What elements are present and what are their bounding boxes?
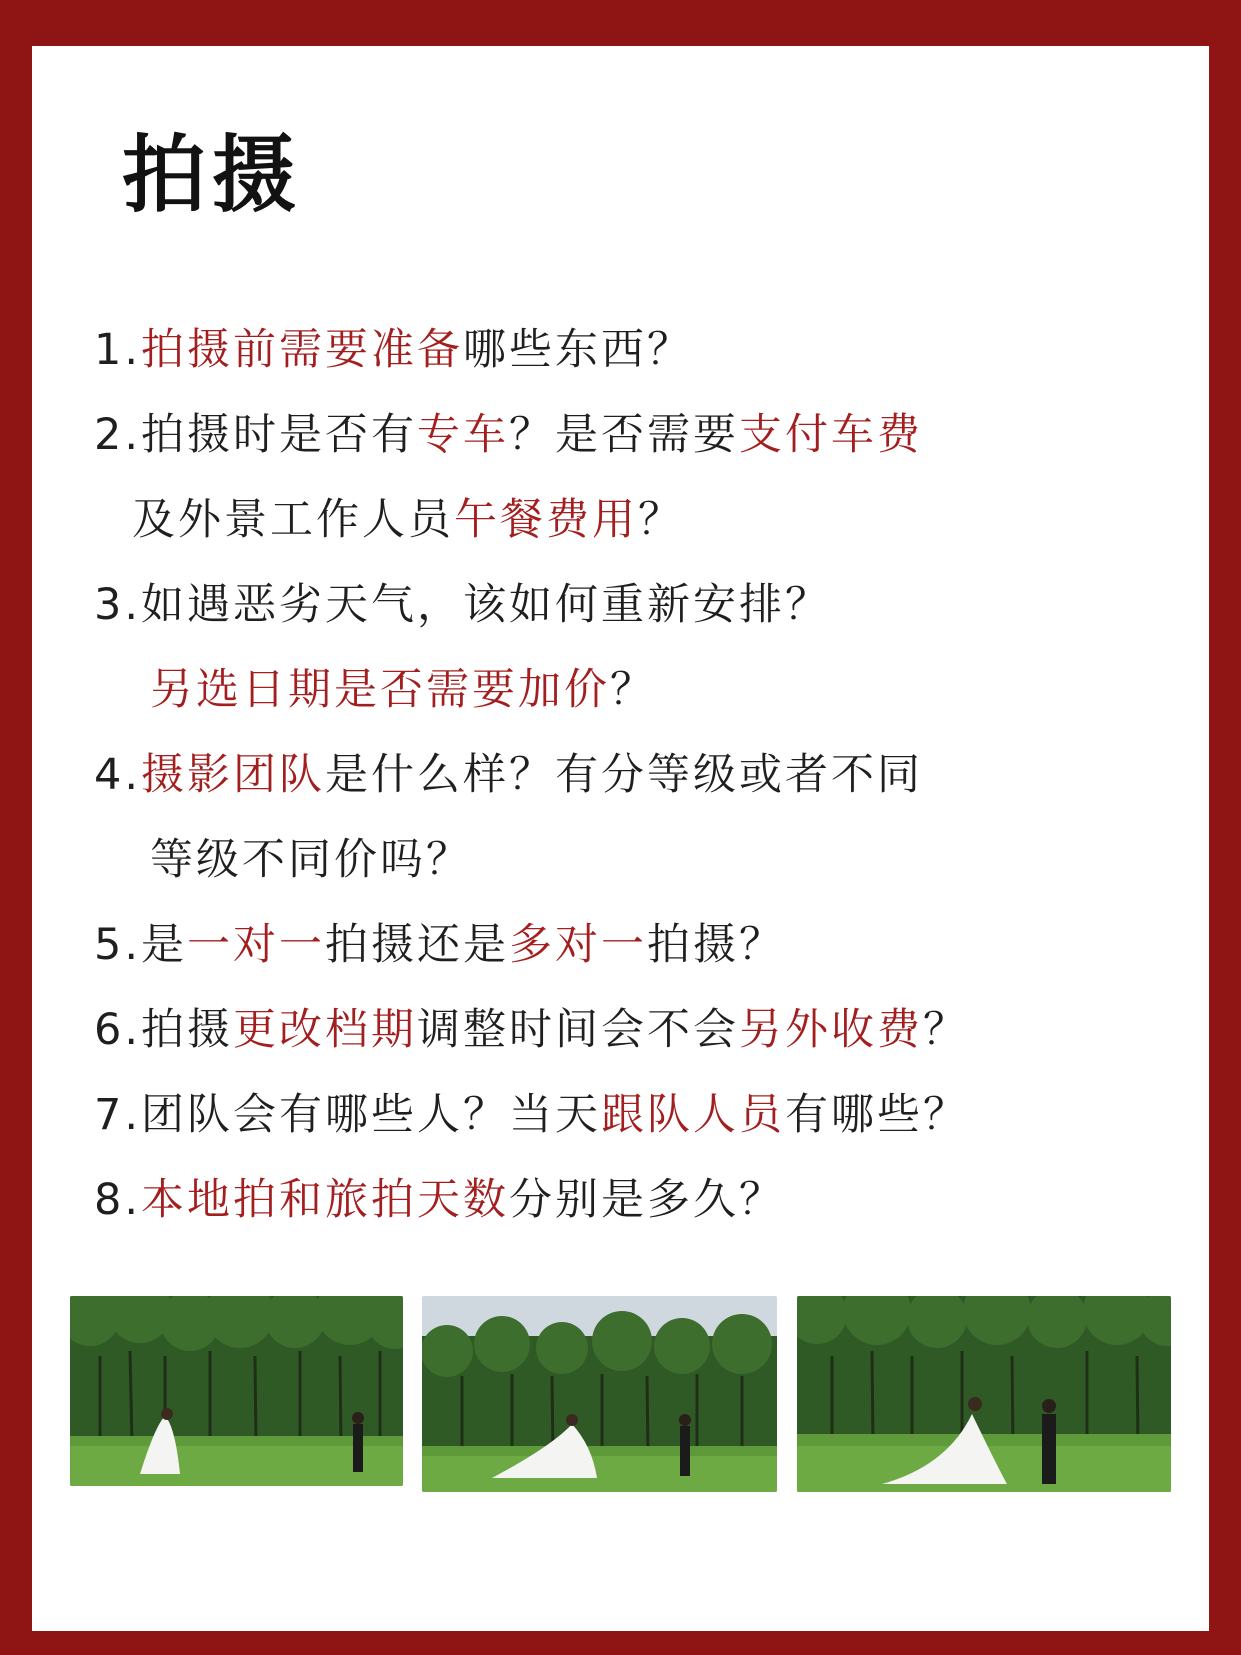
question-line-4 <box>94 741 923 802</box>
question-text: 8. <box>94 1175 142 1225</box>
highlight-text: 多对一 <box>509 920 648 970</box>
question-text: 4. <box>94 750 142 800</box>
question-line-7 <box>94 1081 969 1142</box>
page-title: 拍摄 <box>122 126 303 224</box>
question-text: 哪些东西？ <box>463 325 694 375</box>
question-line-6 <box>94 996 969 1057</box>
wedding-photo-2 <box>422 1296 777 1492</box>
question-text: 有哪些？ <box>785 1090 970 1140</box>
question-text: ？ <box>638 495 684 545</box>
question-text: 等级不同价吗？ <box>150 835 472 885</box>
question-line-2-cont <box>132 486 684 547</box>
question-line-8 <box>94 1166 785 1227</box>
question-text: 7.团队会有哪些人？当天 <box>94 1090 602 1140</box>
question-text: 拍摄？ <box>647 920 786 970</box>
highlight-text: 更改档期 <box>233 1005 418 1055</box>
highlight-text: 摄影团队 <box>141 750 326 800</box>
question-line-3 <box>94 571 831 632</box>
highlight-text: 专车 <box>417 410 510 460</box>
question-text: 6.拍摄 <box>94 1005 234 1055</box>
question-text: 1. <box>94 325 142 375</box>
question-text: 是什么样？有分等级或者不同 <box>325 750 924 800</box>
question-line-1 <box>94 316 693 377</box>
question-line-3-cont <box>150 656 656 717</box>
question-text: ？ <box>923 1005 970 1055</box>
highlight-text: 另选日期是否需要加价 <box>150 665 610 715</box>
highlight-text: 支付车费 <box>739 410 924 460</box>
question-text: ？是否需要 <box>509 410 740 460</box>
question-line-4-cont <box>150 826 472 887</box>
question-text: 调整时间会不会 <box>417 1005 740 1055</box>
question-text: 分别是多久？ <box>509 1175 786 1225</box>
highlight-text: 午餐费用 <box>454 495 638 545</box>
question-text: ？ <box>610 665 656 715</box>
wedding-photo-1 <box>70 1296 403 1486</box>
question-text: 拍摄还是 <box>325 920 510 970</box>
highlight-text: 拍摄前需要准备 <box>141 325 464 375</box>
question-text: 及外景工作人员 <box>132 495 454 545</box>
question-line-5 <box>94 911 785 972</box>
highlight-text: 跟队人员 <box>601 1090 786 1140</box>
content-card <box>32 46 1209 1631</box>
question-line-2 <box>94 401 923 462</box>
wedding-photo-3 <box>797 1296 1171 1492</box>
highlight-text: 一对一 <box>187 920 326 970</box>
question-text: 3.如遇恶劣天气，该如何重新安排？ <box>94 580 832 630</box>
question-text: 2.拍摄时是否有 <box>94 410 418 460</box>
question-text: 5.是 <box>94 920 188 970</box>
highlight-text: 本地拍和旅拍天数 <box>141 1175 510 1225</box>
highlight-text: 另外收费 <box>739 1005 924 1055</box>
